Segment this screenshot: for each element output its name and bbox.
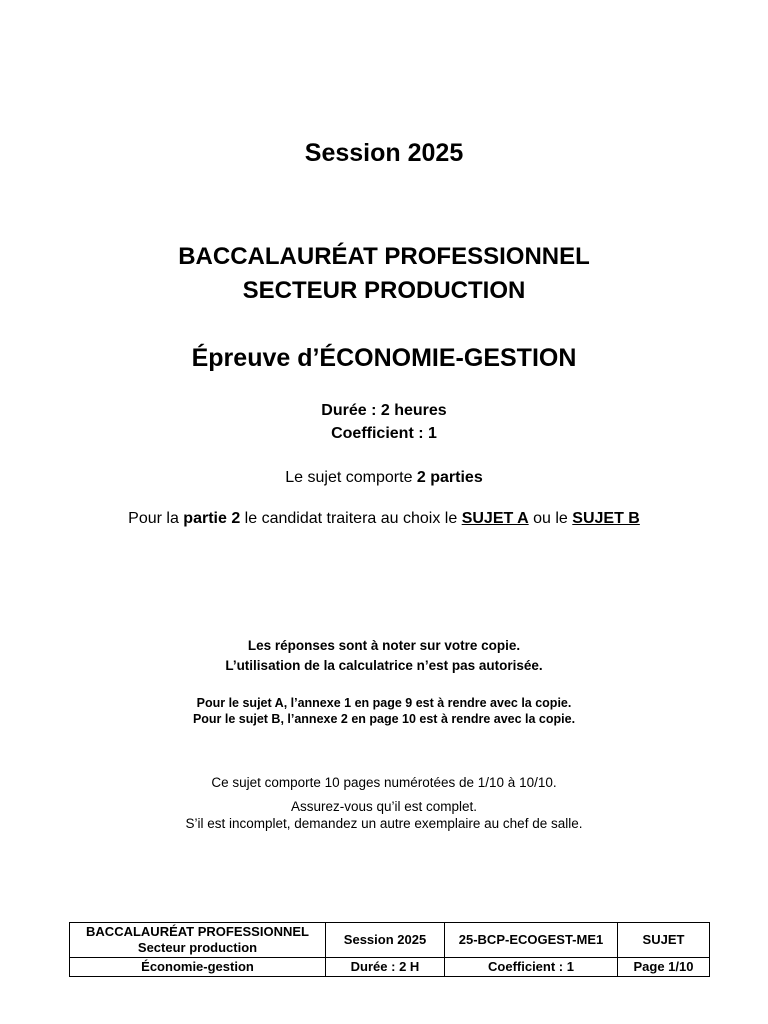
footer-exam-cell [70,923,326,958]
instruction-line1: Les réponses sont à noter sur votre copie. [247,638,521,653]
epreuve-title: Épreuve d’ÉCONOMIE-GESTION [191,344,577,372]
footer-matiere: Économie-gestion [70,958,326,977]
choice-text-3: ou le [528,510,573,527]
footer-secteur: Secteur production [137,940,258,955]
footer-page: Page 1/10 [618,958,710,977]
session-title: Session 2025 [304,139,464,167]
parties-count: 2 parties [416,469,483,486]
exam-title-line2: SECTEUR PRODUCTION [242,277,526,304]
exam-title-line1: BACCALAURÉAT PROFESSIONNEL [178,243,590,270]
completeness-line1: Assurez-vous qu’il est complet. [290,799,478,814]
footer-coefficient: Coefficient : 1 [445,958,618,977]
duration-text: Durée : 2 heures [321,402,447,419]
completeness-note [0,798,768,832]
annex-instructions [0,695,768,727]
footer-sujet: SUJET [618,923,710,958]
choice-text-2: le candidat traitera au choix le [240,510,462,527]
instructions [0,636,768,676]
pages-info: Ce sujet comporte 10 pages numérotées de 1/10 à 10/10. [211,775,557,790]
footer-row-1 [70,923,710,958]
choice-sujet-a: SUJET A [461,510,529,527]
choice-text-1: Pour la [128,510,184,527]
duration-coefficient [0,399,768,445]
parties-line [0,469,768,487]
choice-line [0,510,768,528]
footer-table [69,922,710,977]
footer-code: 25-BCP-ECOGEST-ME1 [445,923,618,958]
footer-duree: Durée : 2 H [326,958,445,977]
coefficient-text: Coefficient : 1 [331,425,437,442]
footer-row-2 [70,958,710,977]
annex-line2: Pour le sujet B, l’annexe 2 en page 10 est à rendre avec la copie. [192,712,576,726]
annex-line1: Pour le sujet A, l’annexe 1 en page 9 est à rendre avec la copie. [196,696,572,710]
footer-session: Session 2025 [326,923,445,958]
instruction-line2: L’utilisation de la calculatrice n’est pas autorisée. [225,658,543,673]
exam-title [0,240,768,308]
footer-bac: BACCALAURÉAT PROFESSIONNEL [86,924,309,939]
parties-prefix: Le sujet comporte [285,469,417,486]
choice-partie: partie 2 [183,510,241,527]
completeness-line2: S’il est incomplet, demandez un autre exemplaire au chef de salle. [185,816,583,831]
choice-sujet-b: SUJET B [572,510,640,527]
